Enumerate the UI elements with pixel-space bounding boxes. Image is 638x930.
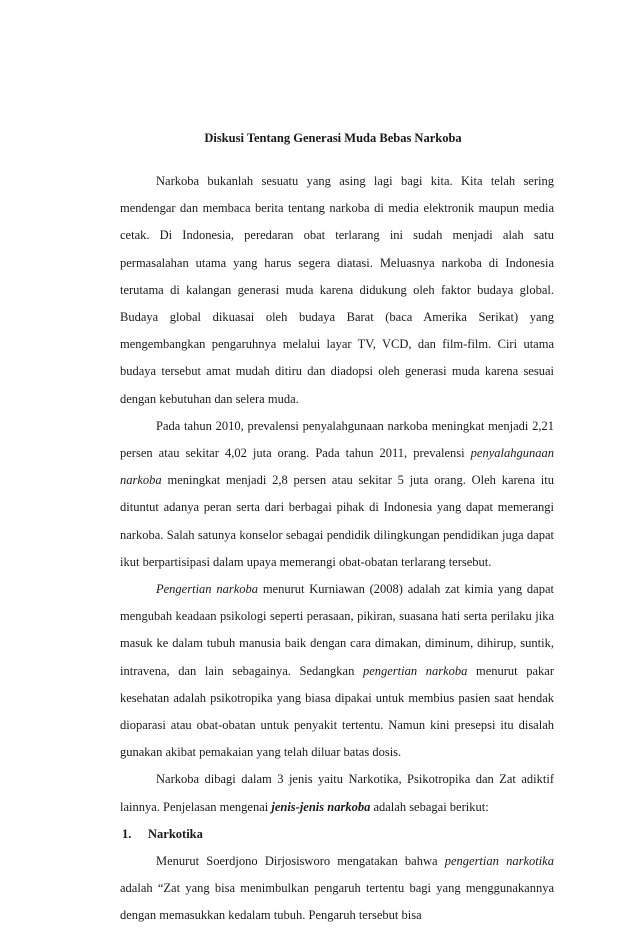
document-title: Diskusi Tentang Generasi Muda Bebas Narkoba (204, 131, 462, 145)
paragraph-3-emphasis-2: pengertian narkoba (362, 663, 468, 678)
paragraph-5 (120, 848, 554, 930)
paragraph-4 (120, 766, 554, 820)
paragraph-4-text-a: Narkoba dibagi dalam 3 jenis yaitu Narkotika, Psikotropika dan Zat adiktif lainnya. Penjelasan mengenai (120, 772, 554, 814)
paragraph-5-emphasis: pengertian narkotika (444, 854, 554, 869)
paragraph-2-emphasis: penyalahgunaan narkoba (120, 446, 554, 488)
paragraph-3-text-a: menurut Kurniawan (2008) adalah zat kimia yang dapat mengubah keadaan psikologi seperti perasaan, pikiran, suasana hati serta perilaku jika masuk ke dalam tubuh manusia baik dengan cara dimakan, diminum, dihirup, suntik, intravena, dan lain sebagainya. Sedangkan (120, 582, 554, 678)
document-body (120, 168, 554, 930)
paragraph-3-emphasis-1: Pengertian narkoba (156, 582, 259, 597)
section-heading-1 (120, 821, 554, 848)
paragraph-2-text-a: Pada tahun 2010, prevalensi penyalahgunaan narkoba meningkat menjadi 2,21 persen atau sekitar 4,02 juta orang. Pada tahun 2011, prevalensi (120, 418, 554, 461)
paragraph-1: Narkoba bukanlah sesuatu yang asing lagi bagi kita. Kita telah sering mendengar dan membaca berita tentang narkoba di media elektronik maupun media cetak. Di Indonesia, peredaran obat terlarang ini sudah menjadi alah satu permasalahan utama yang harus segera diatasi. Meluasnya narkoba di Indonesia terutama di kalangan generasi muda karena didukung oleh faktor budaya global. Budaya global dikuasai oleh budaya Barat (baca Amerika Serikat) yang mengembangkan pengaruhnya melalui layar TV, VCD, dan film-film. Ciri utama budaya tersebut amat mudah ditiru dan diadopsi oleh generasi muda karena sesuai dengan kebutuhan dan selera muda. (120, 174, 554, 406)
paragraph-4-bold-italic: jenis-jenis narkoba (271, 799, 371, 814)
paragraph-3 (120, 576, 554, 766)
paragraph-2-text-b: meningkat menjadi 2,8 persen atau sekitar 5 juta orang. Oleh karena itu dituntut adanya peran serta dari berbagai pihak di Indonesia yang dapat memerangi narkoba. Salah satunya konselor sebagai pendidik dilingkungan pendidikan juga dapat ikut berpartisipasi dalam upaya memerangi obat-obatan terlarang tersebut. (120, 473, 554, 569)
paragraph-4-text-b: adalah sebagai berikut: (370, 799, 489, 814)
paragraph-5-text-a: Menurut Soerdjono Dirjosisworo mengatakan bahwa (156, 854, 445, 869)
paragraph-5-text-b: adalah “Zat yang bisa menimbulkan pengaruh tertentu bagi yang menggunakannya dengan memasukkan kedalam tubuh. Pengaruh tersebut bisa (120, 881, 554, 923)
section-heading-text: Narkotika (148, 826, 203, 841)
paragraph-3-text-b: menurut pakar kesehatan adalah psikotropika yang biasa dipakai untuk membius pasien saat hendak dioparasi atau obat-obatan untuk penyakit tertentu. Namun kini presepsi itu disalah gunakan akibat pemakaian yang telah diluar batas dosis. (120, 663, 555, 760)
paragraph-2 (120, 413, 554, 576)
section-heading-number: 1. (122, 826, 132, 841)
